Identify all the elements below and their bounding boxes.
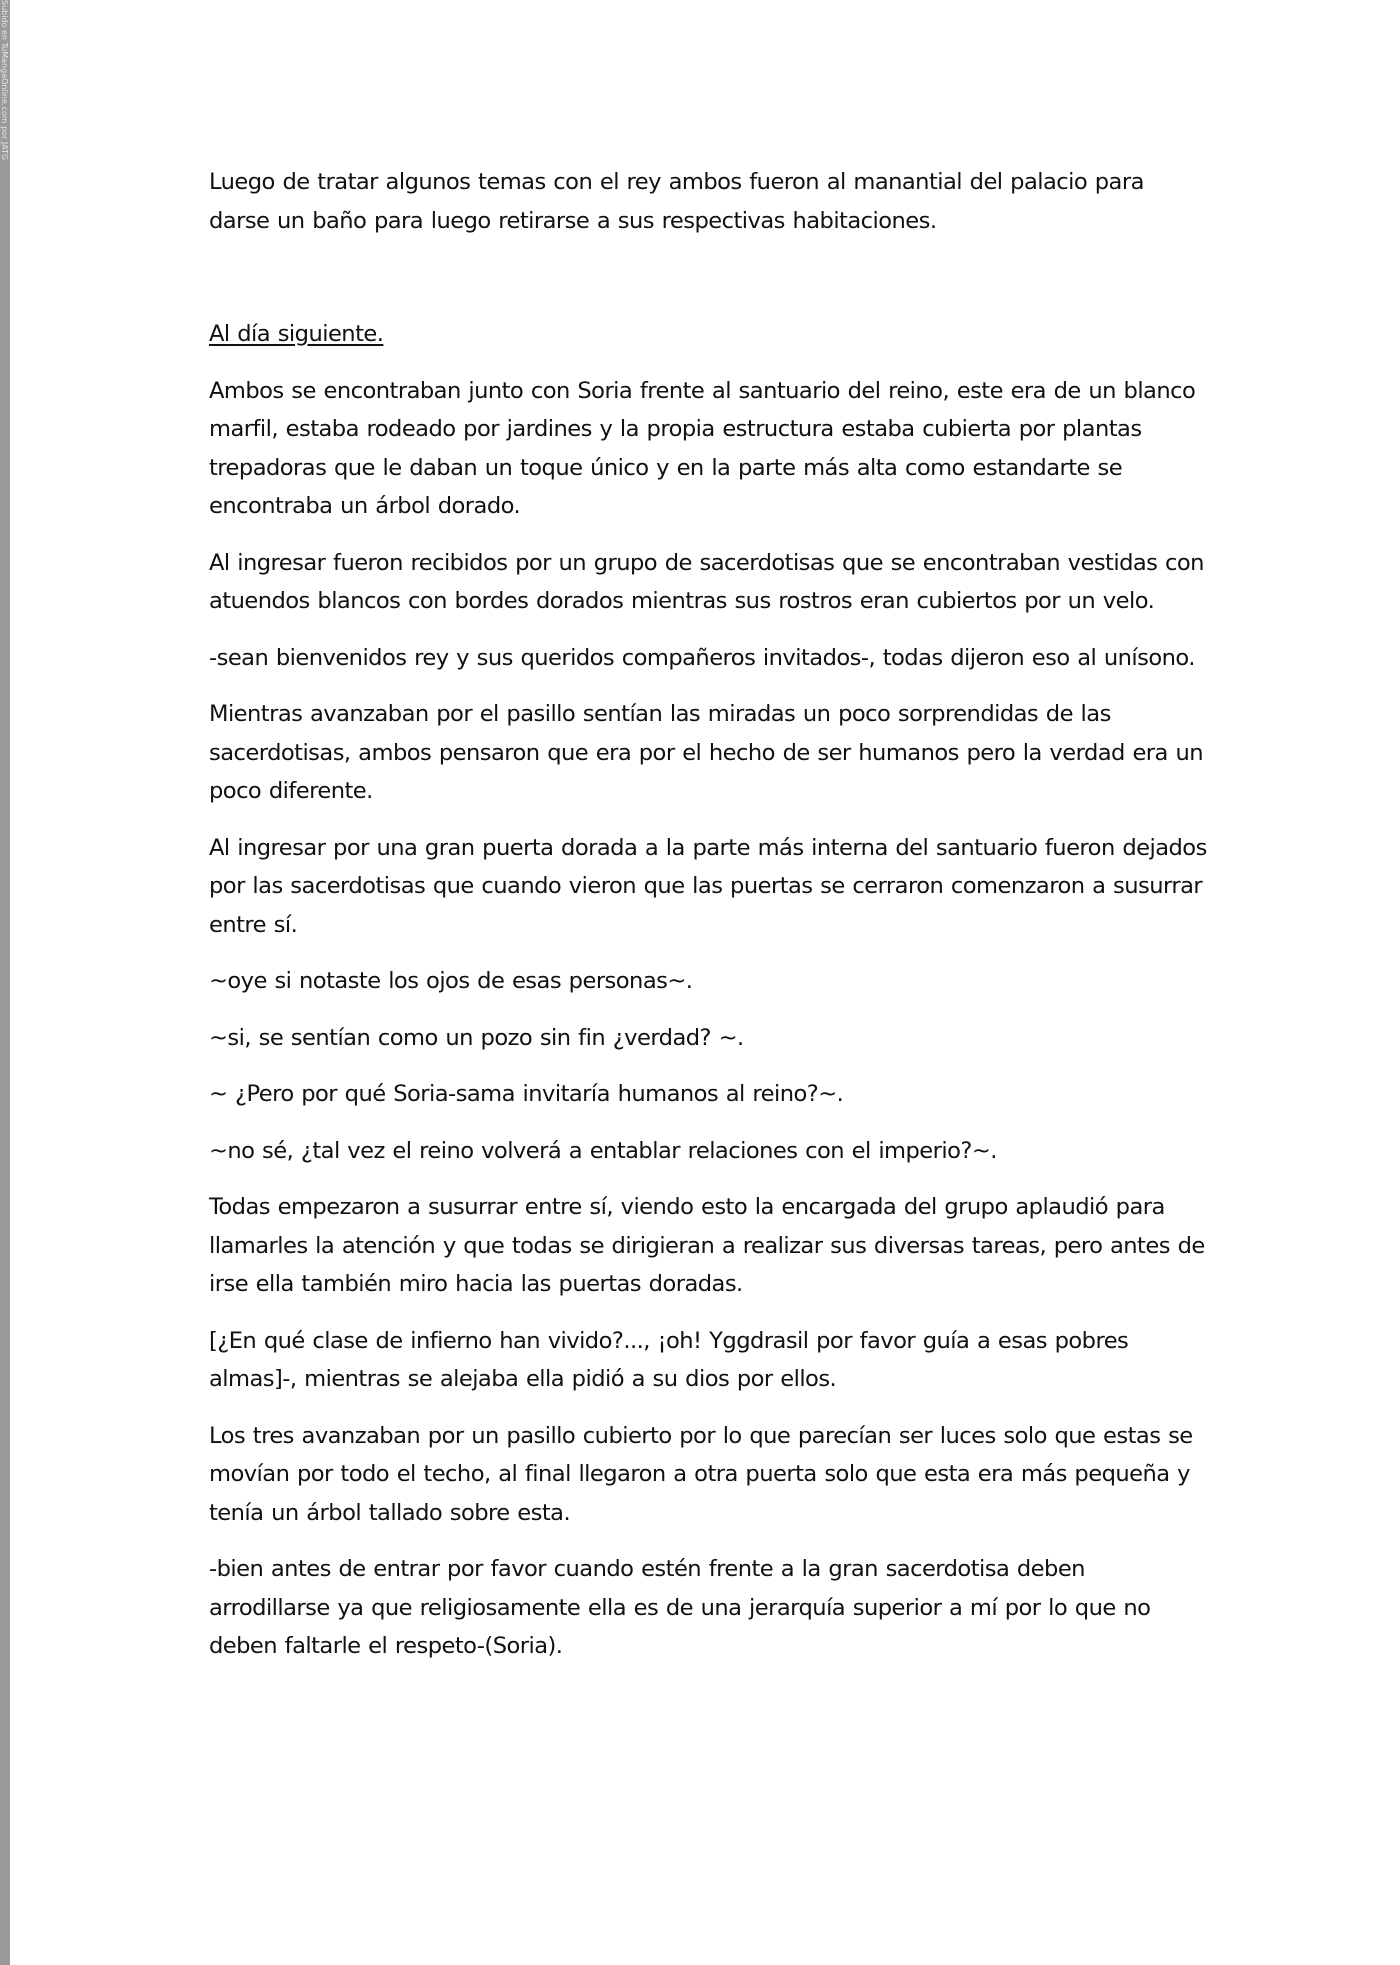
upload-watermark: Subido en TuMangaOnline.com por JATG [0, 0, 9, 161]
paragraph-prayer: [¿En qué clase de infierno han vivido?..., ¡oh! Yggdrasil por favor guía a esas pobres almas]-, mientras se alejaba ella pidió a su dios por ellos. [209, 1327, 1129, 1392]
whisper-line-1: ~oye si notaste los ojos de esas personas~. [209, 968, 693, 994]
paragraph-hallway: Mientras avanzaban por el pasillo sentían las miradas un poco sorprendidas de las sacerdotisas, ambos pensaron que era por el hecho de ser humanos pero la verdad era un poco diferente. [209, 701, 1204, 804]
document-body [209, 163, 1209, 1684]
whisper-line-3: ~ ¿Pero por qué Soria-sama invitaría humanos al reino?~. [209, 1081, 844, 1107]
paragraph-golden-door: Al ingresar por una gran puerta dorada a la parte más interna del santuario fueron dejados por las sacerdotisas que cuando vieron que las puertas se cerraron comenzaron a susurrar entre sí. [209, 834, 1207, 938]
whisper-line-2: ~si, se sentían como un pozo sin fin ¿verdad? ~. [209, 1024, 744, 1051]
paragraph-priestesses: Al ingresar fueron recibidos por un grupo de sacerdotisas que se encontraban vestidas con atuendos blancos con bordes dorados mientras sus rostros eran cubiertos por un velo. [209, 549, 1204, 614]
paragraph-leader: Todas empezaron a susurrar entre sí, viendo esto la encargada del grupo aplaudió para llamarles la atención y que todas se dirigieran a realizar sus diversas tareas, pero antes de irse ella también miro hacia las puertas doradas. [209, 1194, 1205, 1297]
section-heading: Al día siguiente. [209, 321, 384, 347]
whisper-line-4: ~no sé, ¿tal vez el reino volverá a entablar relaciones con el imperio?~. [209, 1137, 997, 1164]
left-edge-strip [0, 0, 10, 1965]
paragraph-intro: Luego de tratar algunos temas con el rey ambos fueron al manantial del palacio para darse un baño para luego retirarse a sus respectivas habitaciones. [209, 169, 1144, 234]
paragraph-sanctuary: Ambos se encontraban junto con Soria frente al santuario del reino, este era de un blanco marfil, estaba rodeado por jardines y la propia estructura estaba cubierta por plantas trepadoras que le daban un toque único y en la parte más alta como estandarte se encontraba un árbol dorado. [209, 377, 1196, 519]
dialogue-soria: -bien antes de entrar por favor cuando estén frente a la gran sacerdotisa deben arrodillarse ya que religiosamente ella es de una jerarquía superior a mí por lo que no deben faltarle el respeto-(Soria). [209, 1556, 1151, 1659]
dialogue-welcome: -sean bienvenidos rey y sus queridos compañeros invitados-, todas dijeron eso al unísono. [209, 644, 1195, 671]
paragraph-lights: Los tres avanzaban por un pasillo cubierto por lo que parecían ser luces solo que estas se movían por todo el techo, al final llegaron a otra puerta solo que esta era más pequeña y tenía un árbol tallado sobre esta. [209, 1422, 1193, 1526]
